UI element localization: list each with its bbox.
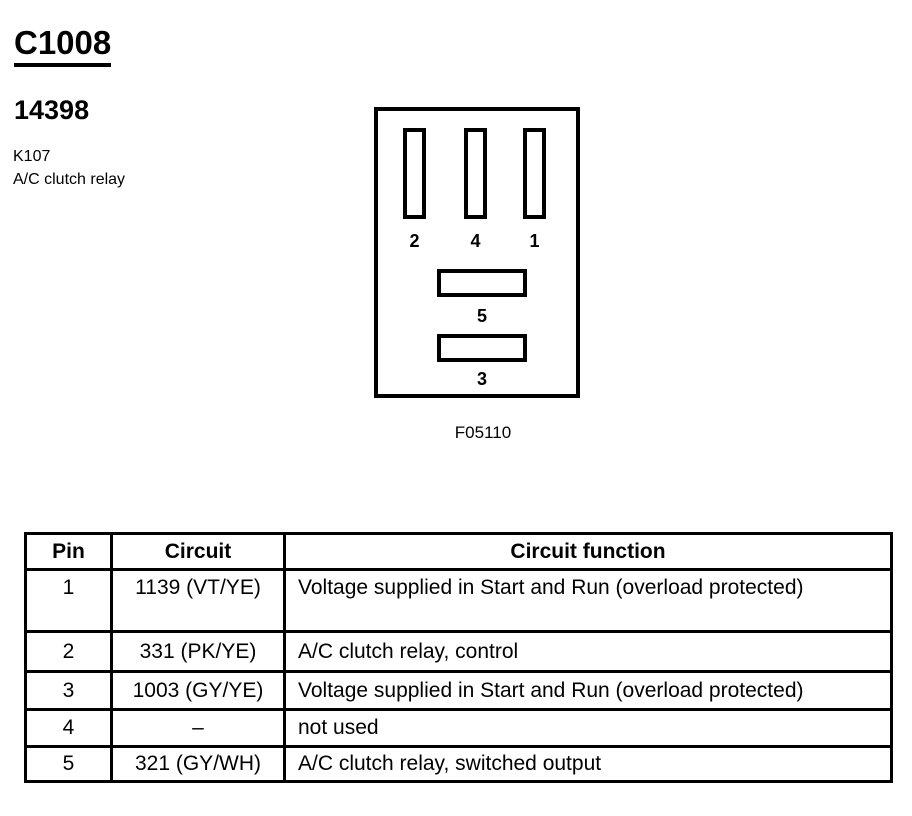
circuit-cell: 1003 (GY/YE) — [112, 672, 285, 710]
pin-cell: 4 — [26, 710, 112, 747]
connector-id-title: C1008 — [14, 25, 111, 67]
pin-cell: 3 — [26, 672, 112, 710]
component-name: A/C clutch relay — [13, 171, 126, 188]
table-header-row — [26, 534, 892, 570]
table-row — [26, 710, 892, 747]
pin-cell: 1 — [26, 570, 112, 632]
pin-slot-4 — [464, 128, 487, 219]
pin-slot-1 — [523, 128, 546, 219]
figure-code: F05110 — [454, 423, 512, 442]
circuit-function-cell: Voltage supplied in Start and Run (overload protected) — [285, 672, 892, 710]
circuit-function-cell: not used — [285, 710, 892, 747]
pin-number-label: 1 — [529, 231, 540, 251]
pin-slot-2 — [403, 128, 426, 219]
circuit-cell: 321 (GY/WH) — [112, 747, 285, 782]
circuit-function-cell: Voltage supplied in Start and Run (overload protected) — [285, 570, 892, 632]
column-header-circuit-function: Circuit function — [285, 534, 892, 570]
circuit-cell: 331 (PK/YE) — [112, 632, 285, 672]
pin-slot-3 — [437, 334, 527, 362]
connector-face-diagram — [374, 107, 580, 398]
pin-number-label: 2 — [409, 231, 420, 251]
part-number: 14398 — [14, 95, 90, 125]
pin-slot-5 — [437, 269, 527, 297]
table-row — [26, 747, 892, 782]
table-row — [26, 632, 892, 672]
pin-number-label: 3 — [476, 369, 487, 389]
pin-cell: 5 — [26, 747, 112, 782]
pinout-table — [24, 532, 893, 783]
circuit-function-cell: A/C clutch relay, control — [285, 632, 892, 672]
column-header-circuit: Circuit — [112, 534, 285, 570]
circuit-function-cell: A/C clutch relay, switched output — [285, 747, 892, 782]
pin-cell: 2 — [26, 632, 112, 672]
pin-number-label: 4 — [470, 231, 481, 251]
circuit-cell: – — [112, 710, 285, 747]
component-code: K107 — [13, 148, 51, 165]
column-header-pin: Pin — [26, 534, 112, 570]
pin-number-label: 5 — [476, 306, 487, 326]
table-row — [26, 672, 892, 710]
circuit-cell: 1139 (VT/YE) — [112, 570, 285, 632]
table-row — [26, 570, 892, 632]
